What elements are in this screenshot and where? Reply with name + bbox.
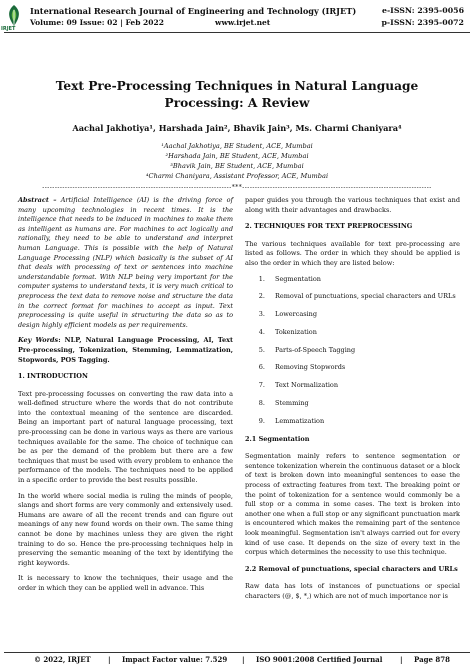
list-item: 4. Tokenization (267, 328, 460, 338)
list-item: 1. Segmentation (267, 275, 460, 285)
section-2-1-heading: 2.1 Segmentation (245, 434, 310, 443)
section-2-2-heading: 2.2 Removal of punctuations, special characters and URLs (245, 564, 458, 573)
iso-certification: ISO 9001:2008 Certified Journal (256, 655, 383, 664)
section-2-paragraph: The various techniques available for text pre-processing are listed as follows. The order in which they should be applied is also the order in which they are listed below: (245, 239, 460, 267)
list-item: 8. Stemming (267, 399, 460, 409)
list-item: 6. Removing Stopwords (267, 363, 460, 373)
volume-issue: Volume: 09 Issue: 02 | Feb 2022 (30, 18, 164, 27)
keywords-label: Key Words (18, 336, 59, 345)
header-rule (4, 32, 470, 33)
right-column (245, 196, 460, 608)
abstract-label: Abstract – (18, 196, 57, 204)
list-item: 7. Text Normalization (267, 381, 460, 391)
copyright: © 2022, IRJET (34, 655, 91, 664)
e-issn: e-ISSN: 2395-0056 (381, 6, 464, 15)
abstract-text: Artificial Intelligence (AI) is the driving force of many upcoming technologies in recent times. It is the intelligence that needs to be induced in machines to make them as intelligent as humans are. For machines to act logically and rationally, they need to be able to understand and interpret human Language. This is possible with the help of Natural Language Processing (NLP) which basically is the subset of AI that deals with processing of text or sentences into machine understandable format. With NLP being very important for the computer systems to understand texts, it is very much critical to preprocess the text data to remove noise and structure the data in the correct format for machines to accept as input. Text preprocessing is quite useful in structuring the data so as to design highly efficient models as per requirements. (18, 196, 233, 329)
page-number: Page 878 (414, 655, 451, 664)
abstract (18, 196, 233, 330)
left-column (18, 196, 233, 600)
intro-paragraph-2: In the world where social media is ruling the minds of people, slangs and short forms are very commonly and extensively used. Humans are aware of all the recent trends and can figure out meanings of any new found words on their own. The same thing cannot be done by machines unless they are given the right training to do so. Hence the pre-processing techniques help in preserving the semantic meaning of the text by identifying the right keywords. (18, 491, 233, 567)
affiliation-2: ²Harshada Jain, BE Student, ACE, Mumbai (165, 152, 309, 160)
intro-paragraph-1: Text pre-processing focusses on converting the raw data into a well-defined structure where the words that do not contribute into the contextual meaning of the sentence are discarded. Being an important part of natural language processing, text pre-processing can be done in various ways as there are various techniques available for the same. The choice of technique can be as per the demand of the problem but there are a few techniques that must be used with every problem to enhance the performance of the models. The techniques need to be applied in a specific order to provide the best results possible. (18, 389, 233, 485)
section-2-heading: 2. TECHNIQUES FOR TEXT PREPROCESSING (245, 222, 413, 231)
list-item: 5. Parts-of-Speech Tagging (267, 346, 460, 356)
affiliation-3: ³Bhavik Jain, BE Student, ACE, Mumbai (170, 162, 304, 170)
section-2-2-paragraph: Raw data has lots of instances of punctuations or special characters (@, $, *,) which are not of much importance nor is (245, 582, 460, 600)
footer-separator: | (400, 655, 403, 664)
irjet-logo-icon (4, 4, 24, 28)
affiliation-1: ¹Aachal Jakhotiya, BE Student, ACE, Mumbai (161, 142, 313, 150)
footer-separator: | (242, 655, 245, 664)
list-item: 3. Lowercasing (267, 310, 460, 320)
intro-paragraph-3: It is necessary to know the techniques, their usage and the order in which they can be applied well in advance. This (18, 574, 233, 592)
section-separator: ---------------------------------------------------------------------------***--------------------------------------------------------------------------- (42, 184, 432, 191)
keywords (18, 336, 233, 365)
list-item: 2. Removal of punctuations, special characters and URLs (267, 292, 460, 302)
paper-title: Text Pre-Processing Techniques in Natural Language Processing: A Review (55, 79, 419, 110)
techniques-list (245, 275, 460, 427)
journal-name: International Research Journal of Engineering and Technology (IRJET) (30, 6, 357, 16)
intro-heading: 1. INTRODUCTION (18, 372, 88, 381)
footer-rule (4, 652, 470, 653)
list-item: 9. Lemmatization (267, 417, 460, 427)
impact-factor: Impact Factor value: 7.529 (122, 655, 228, 664)
journal-website[interactable]: www.irjet.net (215, 18, 271, 27)
section-2-1-paragraph: Segmentation mainly refers to sentence segmentation or sentence tokenization wherein the continuous dataset or a block of text is broken down into meaningful sentences to ease the process of extracting features from text. The breaking point or the point of tokenization for a sentence would commonly be a full stop or a comma in some cases. The text is broken into another one when a full stop or any significant punctuation mark is encountered which makes the remaining part of the sentence look meaningful. Segmentation isn't always carried out for every kind of use case. It depends on the size of every text in the corpus which determines the necessity to use this technique. (245, 452, 460, 557)
affiliation-4: ⁴Charmi Chaniyara, Assistant Professor, ACE, Mumbai (145, 172, 329, 180)
p-issn: p-ISSN: 2395-0072 (381, 18, 464, 27)
logo-text: IRJET (1, 26, 16, 32)
journal-header (0, 0, 474, 36)
intro-continuation: paper guides you through the various techniques that exist and along with their advantages and drawbacks. (245, 196, 460, 214)
footer-separator: | (108, 655, 111, 664)
paper-authors: Aachal Jakhotiya¹, Harshada Jain², Bhavik Jain³, Ms. Charmi Chaniyara⁴ (72, 123, 402, 133)
keywords-text: : NLP, Natural Language Processing, AI, Text Pre-processing, Tokenization, Stemming, Lemmatization, Stopwords, POS Tagging. (18, 336, 233, 364)
